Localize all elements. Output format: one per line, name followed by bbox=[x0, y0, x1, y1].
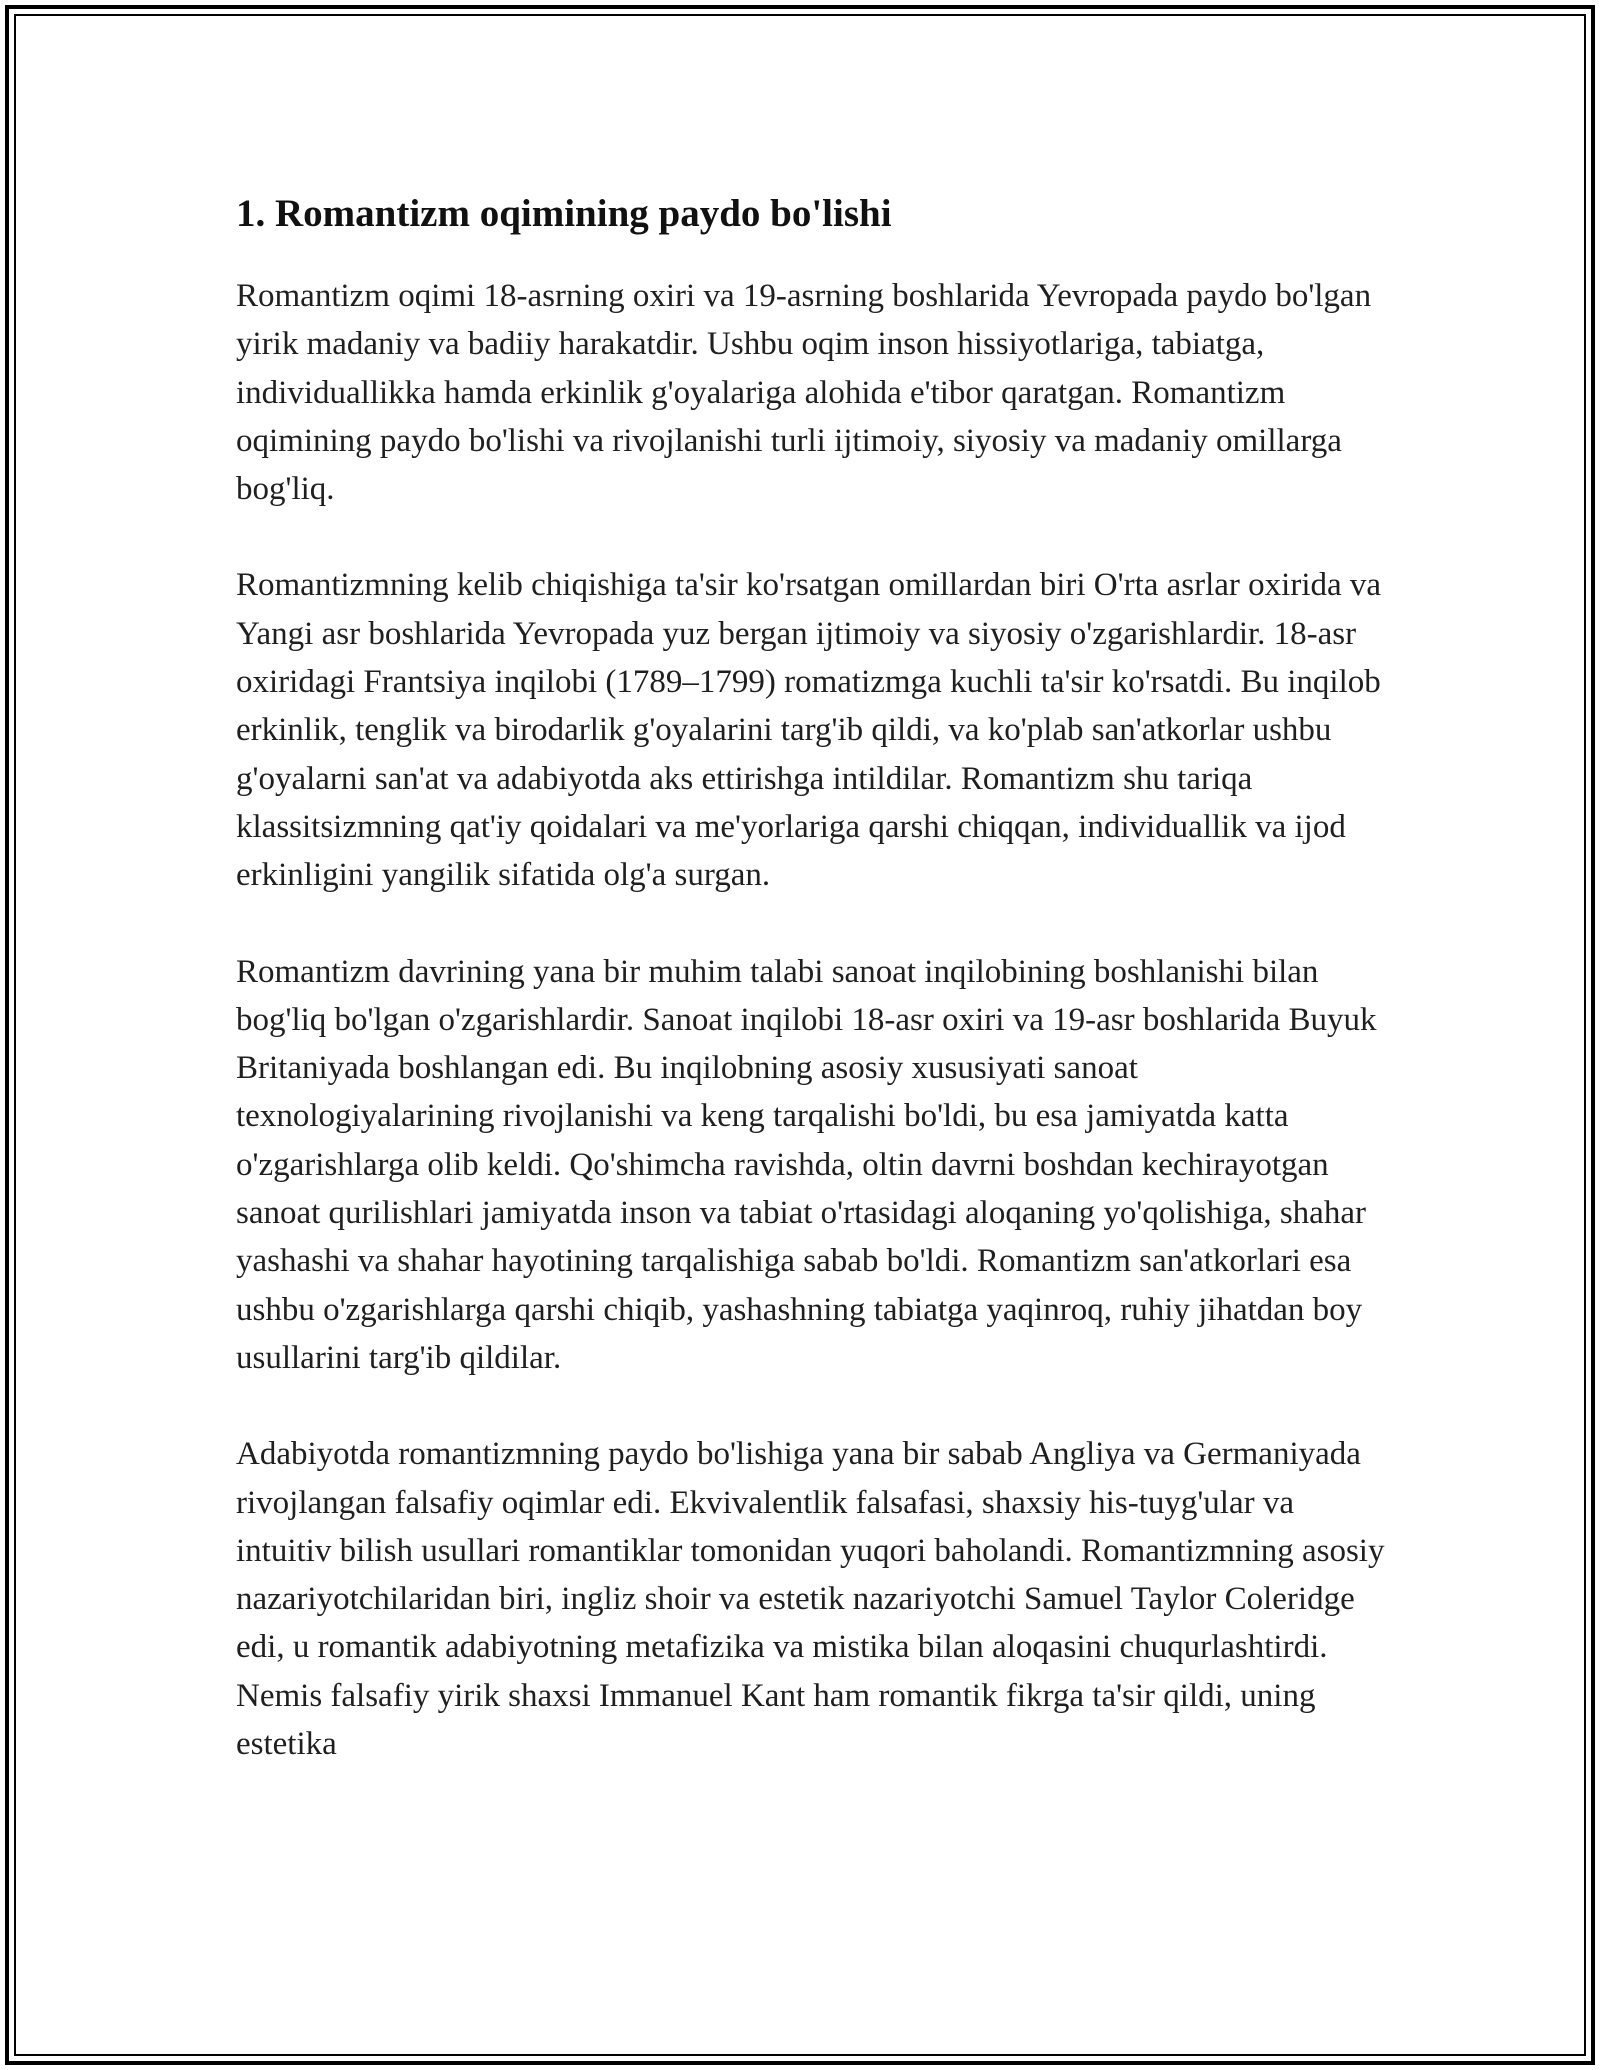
paragraph-1: Romantizm oqimi 18-asrning oxiri va 19-asrning boshlarida Yevropada paydo bo'lgan yirik madaniy va badiiy harakatdir. Ushbu oqim inson hissiyotlariga, tabiatga, individuallikka hamda erkinlik g'oyalariga alohida e'tibor qaratgan. Romantizm oqimining paydo bo'lishi va rivojlanishi turli ijtimoiy, siyosiy va madaniy omillarga bog'liq. bbox=[236, 278, 1372, 508]
paragraph-4: Adabiyotda romantizmning paydo bo'lishiga yana bir sabab Angliya va Germaniyada rivojlangan falsafiy oqimlar edi. Ekvivalentlik falsafasi, shaxsiy his-tuyg'ular va intuitiv bilish usullari romantiklar tomonidan yuqori baholandi. Romantizmning asosiy nazariyotchilaridan biri, ingliz shoir va estetik nazariyotchi Samuel Taylor Coleridge edi, u romantik adabiyotning metafizika va mistika bilan aloqasini chuqurlashtirdi. Nemis falsafiy yirik shaxsi Immanuel Kant ham romantik fikrga ta'sir qildi, uning estetika bbox=[236, 1436, 1385, 1763]
paragraph-2: Romantizmning kelib chiqishiga ta'sir ko'rsatgan omillardan biri O'rta asrlar oxirida va Yangi asr boshlarida Yevropada yuz bergan ijtimoiy va siyosiy o'zgarishlardir. 18-asr oxiridagi Frantsiya inqilobi (1789–1799) romatizmga kuchli ta'sir ko'rsatdi. Bu inqilob erkinlik, tenglik va birodarlik g'oyalarini targ'ib qildi, va ko'plab san'atkorlar ushbu g'oyalarni san'at va adabiyotda aks ettirishga intildilar. Romantizm shu tariqa klassitsizmning qat'iy qoidalari va me'yorlariga qarshi chiqqan, individuallik va ijod erkinligini yangilik sifatida olg'a surgan. bbox=[236, 567, 1382, 894]
paragraph-3: Romantizm davrining yana bir muhim talabi sanoat inqilobining boshlanishi bilan bog'liq bo'lgan o'zgarishlardir. Sanoat inqilobi 18-asr oxiri va 19-asr boshlarida Buyuk Britaniyada boshlangan edi. Bu inqilobning asosiy xususiyati sanoat texnologiyalarining rivojlanishi va keng tarqalishi bo'ldi, bu esa jamiyatda katta o'zgarishlarga olib keldi. Qo'shimcha ravishda, oltin davrni boshdan kechirayotgan sanoat qurilishlari jamiyatda inson va tabiat o'rtasidagi aloqaning yo'qolishiga, shahar yashashi va shahar hayotining tarqalishiga sabab bo'ldi. Romantizm san'atkorlari esa ushbu o'zgarishlarga qarshi chiqib, yashashning tabiatga yaqinroq, ruhiy jihatdan boy usullarini targ'ib qildilar. bbox=[236, 953, 1377, 1376]
section-heading: 1. Romantizm oqimining paydo bo'lishi bbox=[236, 192, 892, 235]
document-body bbox=[236, 186, 1386, 1816]
